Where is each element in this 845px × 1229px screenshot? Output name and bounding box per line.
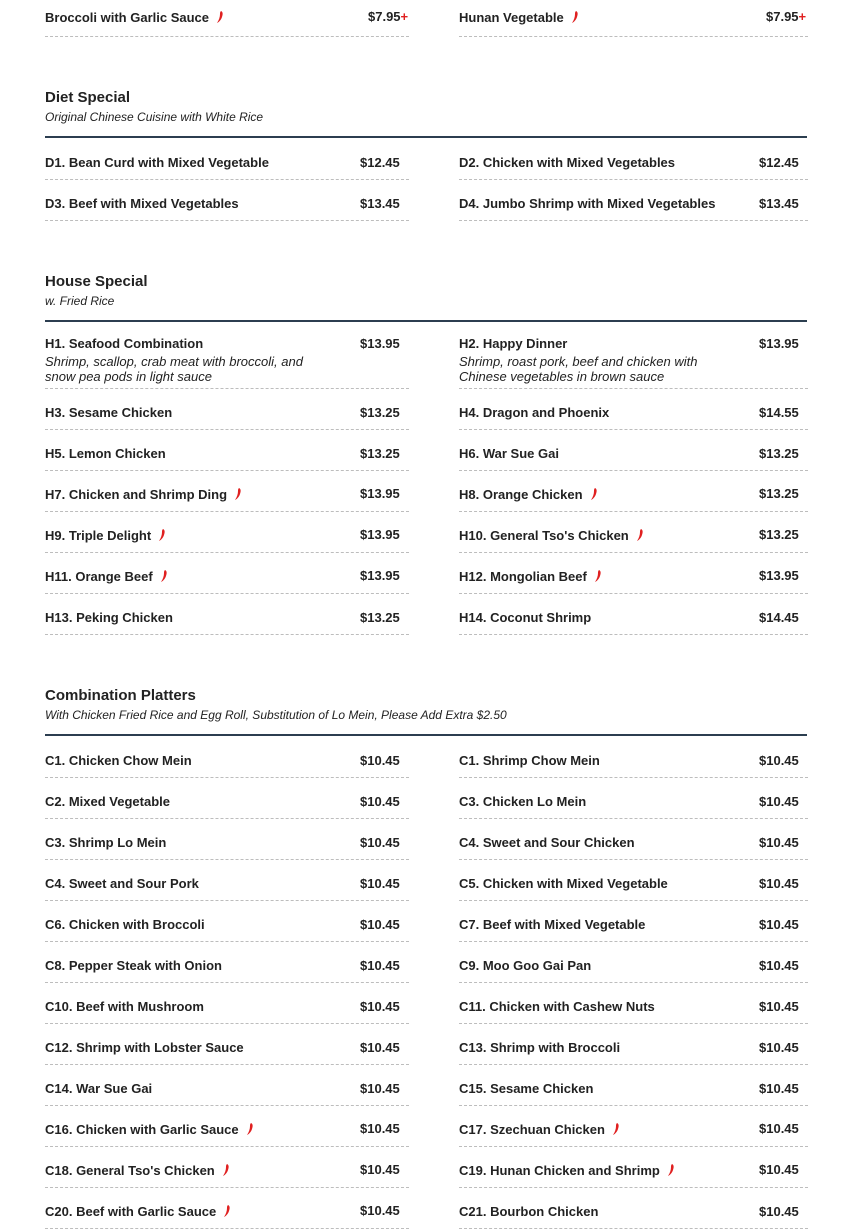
menu-item bbox=[459, 1106, 808, 1147]
item-price: $13.25 bbox=[759, 486, 799, 501]
chili-pepper-icon bbox=[590, 488, 598, 500]
item-price: $10.45 bbox=[759, 958, 799, 973]
menu-item bbox=[45, 1024, 409, 1065]
item-description: Shrimp, roast pork, beef and chicken with Chinese vegetables in brown sauce bbox=[459, 354, 698, 384]
chili-pepper-icon bbox=[216, 11, 224, 23]
item-name: Broccoli with Garlic Sauce bbox=[45, 10, 209, 25]
item-name: H10. General Tso's Chicken bbox=[459, 528, 629, 543]
item-price: $13.45 bbox=[759, 196, 799, 211]
plus-sign: + bbox=[798, 9, 807, 24]
chili-pepper-icon bbox=[160, 570, 168, 582]
item-price: $10.45 bbox=[759, 917, 799, 932]
item-price: $13.95 bbox=[360, 336, 400, 351]
chili-pepper-icon bbox=[222, 1164, 230, 1176]
item-price: $12.45 bbox=[759, 155, 799, 170]
item-name: Hunan Vegetable bbox=[459, 10, 564, 25]
section-subtitle-house: w. Fried Rice bbox=[45, 294, 115, 308]
item-name: D3. Beef with Mixed Vegetables bbox=[45, 196, 239, 211]
item-name: C21. Bourbon Chicken bbox=[459, 1204, 599, 1219]
item-price: $13.95 bbox=[360, 486, 400, 501]
item-price: $13.25 bbox=[759, 527, 799, 542]
menu-item bbox=[459, 1147, 808, 1188]
item-name: C3. Chicken Lo Mein bbox=[459, 794, 587, 809]
item-name: H11. Orange Beef bbox=[45, 569, 153, 584]
menu-item bbox=[45, 1065, 409, 1106]
item-name: C18. General Tso's Chicken bbox=[45, 1163, 215, 1178]
item-price: $10.45 bbox=[360, 1121, 400, 1136]
menu-item bbox=[459, 1024, 808, 1065]
item-name: C15. Sesame Chicken bbox=[459, 1081, 594, 1096]
item-price: $10.45 bbox=[360, 794, 400, 809]
item-name: D1. Bean Curd with Mixed Vegetable bbox=[45, 155, 269, 170]
item-name: H12. Mongolian Beef bbox=[459, 569, 587, 584]
menu-item bbox=[45, 860, 409, 901]
menu-item bbox=[459, 942, 808, 983]
menu-item bbox=[45, 778, 409, 819]
item-name: D2. Chicken with Mixed Vegetables bbox=[459, 155, 676, 170]
item-name: H6. War Sue Gai bbox=[459, 446, 559, 461]
menu-item bbox=[45, 1106, 409, 1147]
chili-pepper-icon bbox=[667, 1164, 675, 1176]
section-divider bbox=[45, 734, 807, 736]
item-name: D4. Jumbo Shrimp with Mixed Vegetables bbox=[459, 196, 716, 211]
menu-item bbox=[459, 471, 808, 512]
item-price: $10.45 bbox=[759, 999, 799, 1014]
chili-pepper-icon bbox=[636, 529, 644, 541]
item-price: $13.25 bbox=[360, 610, 400, 625]
item-price: $14.55 bbox=[759, 405, 799, 420]
item-price: $10.45 bbox=[759, 1121, 799, 1136]
item-name: H4. Dragon and Phoenix bbox=[459, 405, 610, 420]
plus-sign: + bbox=[400, 9, 409, 24]
section-title-diet: Diet Special bbox=[45, 89, 131, 106]
item-price: $10.45 bbox=[759, 1081, 799, 1096]
menu-item bbox=[45, 942, 409, 983]
menu-item bbox=[45, 553, 409, 594]
item-name: C3. Shrimp Lo Mein bbox=[45, 835, 167, 850]
item-price: $10.45 bbox=[360, 1040, 400, 1055]
menu-item bbox=[45, 983, 409, 1024]
item-price: $13.25 bbox=[759, 446, 799, 461]
item-price: $10.45 bbox=[759, 1162, 799, 1177]
item-description: Shrimp, scallop, crab meat with broccoli, and snow pea pods in light sauce bbox=[45, 354, 303, 384]
item-name: C16. Chicken with Garlic Sauce bbox=[45, 1122, 239, 1137]
item-name: C14. War Sue Gai bbox=[45, 1081, 153, 1096]
menu-item bbox=[45, 819, 409, 860]
item-name: C9. Moo Goo Gai Pan bbox=[459, 958, 592, 973]
menu-item bbox=[45, 901, 409, 942]
menu-item bbox=[459, 778, 808, 819]
item-name: C4. Sweet and Sour Chicken bbox=[459, 835, 635, 850]
menu-item bbox=[459, 139, 808, 180]
item-name: C2. Mixed Vegetable bbox=[45, 794, 170, 809]
menu-item bbox=[45, 139, 409, 180]
item-name: C6. Chicken with Broccoli bbox=[45, 917, 205, 932]
item-name: H8. Orange Chicken bbox=[459, 487, 583, 502]
item-price: $10.45 bbox=[759, 1204, 799, 1219]
menu-item bbox=[45, 737, 409, 778]
item-price: $10.45 bbox=[759, 1040, 799, 1055]
section-title-house: House Special bbox=[45, 273, 148, 290]
section-title-combo: Combination Platters bbox=[45, 687, 196, 704]
item-name: H13. Peking Chicken bbox=[45, 610, 173, 625]
item-price: $10.45 bbox=[759, 876, 799, 891]
menu-item bbox=[459, 320, 808, 389]
item-price: $10.45 bbox=[360, 999, 400, 1014]
item-name: C17. Szechuan Chicken bbox=[459, 1122, 605, 1137]
item-name: C8. Pepper Steak with Onion bbox=[45, 958, 222, 973]
menu-item bbox=[45, 471, 409, 512]
section-subtitle-diet: Original Chinese Cuisine with White Rice bbox=[45, 110, 264, 124]
item-price: $13.45 bbox=[360, 196, 400, 211]
item-price: $10.45 bbox=[360, 917, 400, 932]
item-name: C20. Beef with Garlic Sauce bbox=[45, 1204, 217, 1219]
menu-item-broccoli-garlic bbox=[45, 0, 409, 37]
item-price: $10.45 bbox=[360, 753, 400, 768]
item-price: $7.95 bbox=[368, 9, 401, 24]
menu-item bbox=[45, 389, 409, 430]
item-price: $13.95 bbox=[360, 568, 400, 583]
item-price: $10.45 bbox=[360, 876, 400, 891]
menu-item bbox=[459, 860, 808, 901]
item-price: $10.45 bbox=[759, 753, 799, 768]
item-price: $13.25 bbox=[360, 405, 400, 420]
item-price: $13.25 bbox=[360, 446, 400, 461]
chili-pepper-icon bbox=[234, 488, 242, 500]
menu-item bbox=[45, 594, 409, 635]
item-price: $7.95 bbox=[766, 9, 799, 24]
item-price: $10.45 bbox=[759, 835, 799, 850]
item-name: C1. Chicken Chow Mein bbox=[45, 753, 192, 768]
chili-pepper-icon bbox=[594, 570, 602, 582]
item-name: C1. Shrimp Chow Mein bbox=[459, 753, 600, 768]
item-price: $13.95 bbox=[759, 336, 799, 351]
menu-item bbox=[459, 819, 808, 860]
menu-item bbox=[459, 1188, 808, 1229]
item-name: C12. Shrimp with Lobster Sauce bbox=[45, 1040, 244, 1055]
menu-item-hunan-vegetable bbox=[459, 0, 808, 37]
item-name: C10. Beef with Mushroom bbox=[45, 999, 204, 1014]
item-price: $10.45 bbox=[360, 835, 400, 850]
chili-pepper-icon bbox=[158, 529, 166, 541]
menu-item bbox=[459, 553, 808, 594]
item-name: H3. Sesame Chicken bbox=[45, 405, 173, 420]
menu-item bbox=[459, 594, 808, 635]
menu-item bbox=[459, 430, 808, 471]
menu-item bbox=[45, 180, 409, 221]
menu-item bbox=[45, 1147, 409, 1188]
item-name: C13. Shrimp with Broccoli bbox=[459, 1040, 621, 1055]
menu-item bbox=[45, 320, 409, 389]
menu-item bbox=[459, 901, 808, 942]
item-price: $12.45 bbox=[360, 155, 400, 170]
menu-item bbox=[45, 512, 409, 553]
item-name: C4. Sweet and Sour Pork bbox=[45, 876, 199, 891]
section-divider bbox=[45, 136, 807, 138]
item-name: H1. Seafood Combination bbox=[45, 336, 204, 351]
menu-item bbox=[459, 389, 808, 430]
item-name: H5. Lemon Chicken bbox=[45, 446, 166, 461]
section-subtitle-combo: With Chicken Fried Rice and Egg Roll, Substitution of Lo Mein, Please Add Extra $2.50 bbox=[45, 708, 507, 722]
chili-pepper-icon bbox=[223, 1205, 231, 1217]
menu-item bbox=[459, 983, 808, 1024]
chili-pepper-icon bbox=[612, 1123, 620, 1135]
item-price: $10.45 bbox=[360, 1162, 400, 1177]
item-name: C5. Chicken with Mixed Vegetable bbox=[459, 876, 668, 891]
chili-pepper-icon bbox=[571, 11, 579, 23]
menu-item bbox=[45, 430, 409, 471]
item-price: $14.45 bbox=[759, 610, 799, 625]
item-name: H9. Triple Delight bbox=[45, 528, 152, 543]
menu-item bbox=[459, 180, 808, 221]
item-name: H14. Coconut Shrimp bbox=[459, 610, 592, 625]
item-price: $10.45 bbox=[360, 1203, 400, 1218]
item-price: $13.95 bbox=[360, 527, 400, 542]
item-name: C7. Beef with Mixed Vegetable bbox=[459, 917, 646, 932]
item-name: H2. Happy Dinner bbox=[459, 336, 568, 351]
menu-item bbox=[45, 1188, 409, 1229]
menu-item bbox=[459, 512, 808, 553]
menu-item bbox=[459, 1065, 808, 1106]
item-name: H7. Chicken and Shrimp Ding bbox=[45, 487, 228, 502]
item-price: $10.45 bbox=[759, 794, 799, 809]
chili-pepper-icon bbox=[246, 1123, 254, 1135]
item-price: $10.45 bbox=[360, 1081, 400, 1096]
menu-item bbox=[459, 737, 808, 778]
item-name: C11. Chicken with Cashew Nuts bbox=[459, 999, 655, 1014]
item-price: $13.95 bbox=[759, 568, 799, 583]
item-price: $10.45 bbox=[360, 958, 400, 973]
item-name: C19. Hunan Chicken and Shrimp bbox=[459, 1163, 660, 1178]
